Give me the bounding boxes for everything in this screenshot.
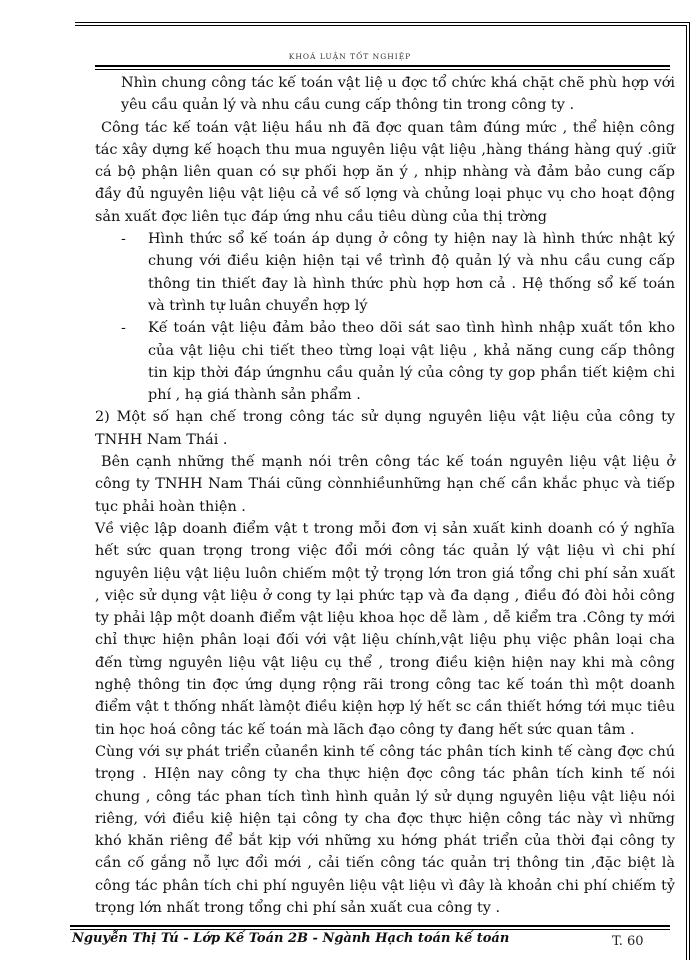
header-title: KHOÁ LUẬN TỐT NGHIỆP (288, 52, 412, 61)
page-number: T. 60 (612, 934, 644, 949)
footer-rule (70, 925, 670, 930)
list-dash: - (121, 231, 126, 248)
list-item-text: Hình thức sổ kế toán áp dụng ở công ty hiện nay là hình thức nhật ký chung với điều kiện hiện tại về trình độ quản lý và nhu cầu cung cấp thông tin thiết đay là hình thức phù hợp hơn cả . Hệ thống sổ kế toán và trình tự luân chuyển hợp lý (148, 231, 675, 314)
header-rule (95, 65, 670, 70)
document-body (95, 72, 675, 919)
paragraph-strengths: Công tác kế toán vật liệu hầu nh đã đợc quan tâm đúng mức , thể hiện công tác xây dựng kế hoạch thu mua nguyên liệu vật liệu ,hàng tháng hàng quý .giữ cá bộ phận liên quan có sự phối hợp ăn ý , nhịp nhàng và đảm bảo cung cấp đầy đủ nguyên liệu vật liệu cả về số lợng và chủng loại phục vụ cho hoạt động sản xuất đợc liên tục đáp ứng nhu cầu tiêu dùng của thị trờng (95, 119, 675, 225)
section-heading-limitations: 2) Một số hạn chế trong công tác sử dụng nguyên liệu vật liệu của công ty TNHH Nam Thái . (95, 409, 675, 448)
paragraph-limitations-intro: Bên cạnh những thế mạnh nói trên công tác kế toán nguyên liệu vật liệu ở công ty TNHH Nam Thái cũng cònnhiềunhững hạn chế cần khắc phục và tiếp tục phải hoàn thiện . (95, 454, 675, 515)
paragraph-summary: Nhìn chung công tác kế toán vật liệ u đợc tổ chức khá chặt chẽ phù hợp với yêu cầu quản lý và nhu cầu cung cấp thông tin trong công ty . (121, 75, 675, 114)
list-item (95, 228, 675, 317)
list-item (95, 317, 675, 406)
footer-author-line: Nguyễn Thị Tú - Lớp Kế Toán 2B - Ngành Hạch toán kế toán (72, 931, 510, 946)
list-item-text: Kế toán vật liệu đảm bảo theo dõi sát sao tình hình nhập xuất tồn kho của vật liệu chi tiết theo từng loại vật liệu , khả năng cung cấp thông tin kịp thời đáp ứngnhu cầu quản lý của công ty gop phần tiết kiệm chi phí , hạ giá thành sản phẩm . (148, 320, 675, 404)
paragraph-economic-analysis: Cùng với sự phát triển củanền kinh tế công tác phân tích kinh tế càng đợc chú trọng . HIện nay công ty cha thực hiện đợc công tác phân tích kinh tế nói chung , công tác phan tích tình hình quản lý sử dụng nguyên liệu vật liệu nói riêng, với điều kiệ hiện tại công ty cha đợc thực hiện công tác này vì những khó khăn riêng để bắt kịp với những xu hớng phát triển của thời đại công ty cần cố gắng nỗ lực đổi mới , cải tiến công tác quản trị thông tin ,đặc biệt là công tác phân tích chi phí nguyên liệu vật liệu vì đây là khoản chi phí chiếm tỷ trọng lớn nhất trong tổng chi phí sản xuất cua công ty . (95, 743, 675, 916)
paragraph-inventory-codes: Về việc lập doanh điểm vật t trong mỗi đơn vị sản xuất kinh doanh có ý nghĩa hết sức quan trọng trong việc đổi mới công tác quản lý vật liệu vì chi phí nguyên liệu vật liệu luôn chiếm một tỷ trọng lớn tron giá tổng chi phí sản xuất , việc sử dụng vật liệu ở cong ty lại phức tạp và đa dạng , điều đó đòi hỏi công ty phải lập một doanh điểm vật liệu khoa học dễ làm , dễ kiểm tra .Công ty mới chỉ thực hiện phân loại đối với vật liệu chính,vật liệu phụ việc phân loại cha đến từng nguyên liệu vật liệu cụ thể , trong điều kiện hiện nay khi mà công nghệ thông tin đợc ứng dụng rộng rãi trong công tac kế toán thì một doanh điểm vật t thống nhất làmột điều kiện hợp lý hết sc cần thiết hớng tới mục tiêu tin học hoá công tác kế toán mà lãch đạo công ty đang hết sức quan tâm . (95, 520, 675, 738)
list-dash: - (121, 320, 126, 337)
